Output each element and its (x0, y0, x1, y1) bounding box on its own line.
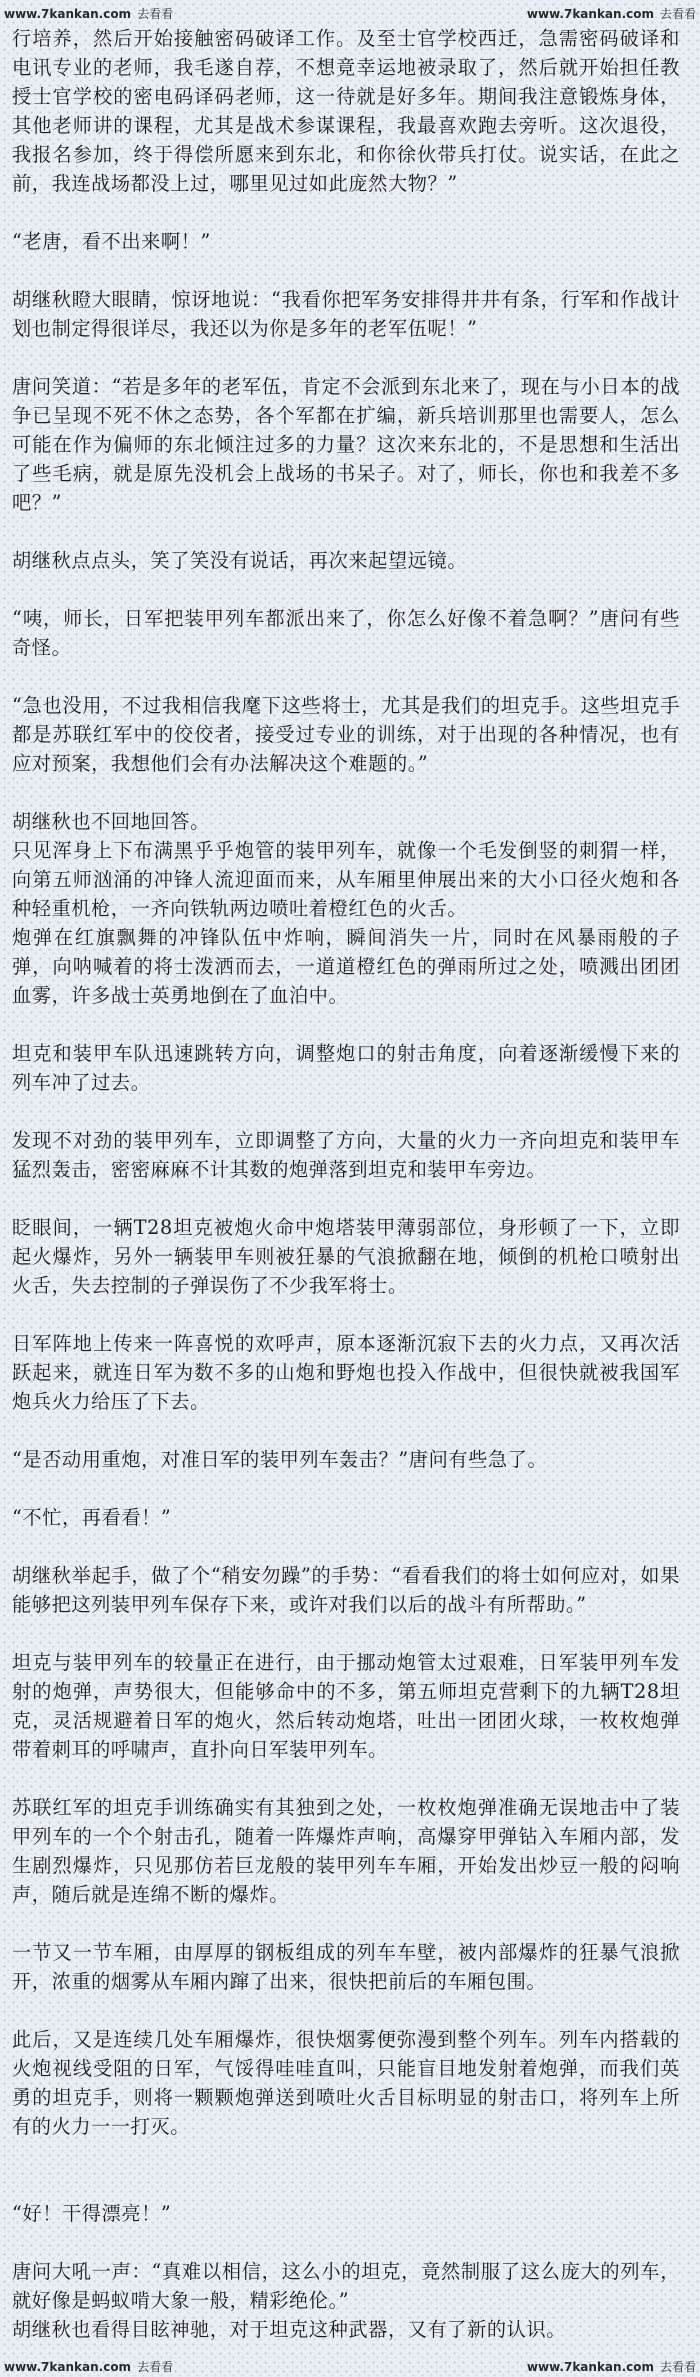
paragraph-10: 发现不对劲的装甲列车，立即调整了方向，大量的火力一齐向坦克和装甲车猛烈轰击，密密麻麻不计其数的炮弹落到坦克和装甲车旁边。 (12, 1129, 680, 1181)
watermark-label: 去看看 (659, 2360, 696, 2374)
watermark-site: www.7kankan.com (4, 7, 132, 21)
paragraph-12: 日军阵地上传来一阵喜悦的欢呼声，原本逐渐沉寂下去的火力点，又再次活跃起来，就连日军为数不多的山炮和野炮也投入作战中，但很快就被我国军炮兵火力给压了下去。 (12, 1332, 680, 1413)
watermark-bottom-right (527, 2358, 696, 2375)
paragraph-18: 一节又一节车厢，由厚厚的钢板组成的列车车壁，被内部爆炸的狂暴气浪掀开，浓重的烟雾从车厢内蹿了出来，很快把前后的车厢包围。 (12, 1941, 680, 1993)
paragraph-6: “咦，师长，日军把装甲列车都派出来了，你怎么好像不着急啊？”唐问有些奇怪。 (12, 607, 680, 659)
paragraph-16: 坦克与装甲列车的较量正在进行，由于挪动炮管太过艰难，日军装甲列车发射的炮弹，声势很大，但能够命中的不多，第五师坦克营剩下的九辆T28坦克，灵活规避着日军的炮火，然后转动炮塔，吐出一团团火球，一枚枚炮弹带着刺耳的呼啸声，直扑向日军装甲列车。 (12, 1651, 680, 1761)
paragraph-14: “不忙，再看看！” (12, 1506, 172, 1529)
paragraph-20: “好！干得漂亮！” (12, 2202, 172, 2225)
top-watermark-bar (0, 0, 700, 24)
paragraph-5: 胡继秋点点头，笑了笑没有说话，再次来起望远镜。 (12, 549, 468, 572)
watermark-bottom-left (4, 2358, 173, 2375)
paragraph-2: “老唐，看不出来啊！” (12, 230, 211, 253)
watermark-site: www.7kankan.com (4, 2360, 132, 2374)
watermark-top-left (4, 5, 173, 22)
paragraph-1: 行培养，然后开始接触密码破译工作。及至士官学校西迁，急需密码破译和电讯专业的老师，我毛遂自荐，不想竟幸运地被录取了，然后就开始担任教授士官学校的密电码译码老师，这一待就是好多年。期间我注意锻炼身体，其他老师讲的课程，尤其是战术参谋课程，我最喜欢跑去旁听。这次退役，我报名参加，终于得偿所愿来到东北，和你徐伙带兵打仗。说实话，在此之前，我连战场都没上过，哪里见过如此庞然大物？” (12, 27, 680, 195)
paragraph-3: 胡继秋瞪大眼睛，惊讶地说：“我看你把军务安排得井井有条，行军和作战计划也制定得很详尽，我还以为你是多年的老军伍呢！” (12, 288, 680, 340)
watermark-label: 去看看 (659, 7, 696, 21)
paragraph-13: “是否动用重炮，对准日军的装甲列车轰击？”唐问有些急了。 (12, 1448, 548, 1471)
paragraph-9: 坦克和装甲车队迅速跳转方向，调整炮口的射击角度，向着逐渐缓慢下来的列车冲了过去。 (12, 1042, 680, 1094)
paragraph-7: “急也没用，不过我相信我麾下这些将士，尤其是我们的坦克手。这些坦克手都是苏联红军中的佼佼者，接受过专业的训练，对于出现的各种情况，也有应对预案，我想他们会有办法解决这个难题的。” (12, 694, 680, 775)
paragraph-19: 此后，又是连续几处车厢爆炸，很快烟雾便弥漫到整个列车。列车内搭载的火炮视线受阻的日军，气馁得哇哇直叫，只能盲目地发射着炮弹，而我们英勇的坦克手，则将一颗颗炮弹送到喷吐火舌目标明显的射击口，将列车上所有的火力一一打灭。 (12, 2028, 680, 2138)
watermark-site: www.7kankan.com (526, 7, 654, 21)
paragraph-4: 唐问笑道：“若是多年的老军伍，肯定不会派到东北来了，现在与小日本的战争已呈现不死不休之态势，各个军都在扩编，新兵培训那里也需要人，怎么可能在作为偏师的东北倾注过多的力量？这次来东北的，不是思想和生活出了些毛病，就是原先没机会上战场的书呆子。对了，师长，你也和我差不多吧？” (12, 375, 680, 514)
bottom-watermark-bar (0, 2353, 700, 2377)
watermark-label: 去看看 (137, 7, 174, 21)
paragraph-8: 胡继秋也不回地回答。 只见浑身上下布满黑乎乎炮管的装甲列车，就像一个毛发倒竖的刺猬一样，向第五师汹涌的冲锋人流迎面而来，从车厢里伸展出来的大小口径火炮和各种轻重机枪，一齐向铁轨两边喷吐着橙红色的火舌。 炮弹在红旗飘舞的冲锋队伍中炸响，瞬间消失一片，同时在风暴雨般的子弹，向呐喊着的将士泼洒而去，一道道橙红色的弹雨所过之处，喷溅出团团血雾，许多战士英勇地倒在了血泊中。 (12, 810, 680, 1007)
watermark-top-right (527, 5, 696, 22)
paragraph-15: 胡继秋举起手，做了个“稍安勿躁”的手势：“看看我们的将士如何应对，如果能够把这列装甲列车保存下来，或许对我们以后的战斗有所帮助。” (12, 1564, 680, 1616)
paragraph-17: 苏联红军的坦克手训练确实有其独到之处，一枚枚炮弹准确无误地击中了装甲列车的一个个射击孔，随着一阵爆炸声响，高爆穿甲弹钻入车厢内部，发生剧烈爆炸，只见那仿若巨龙般的装甲列车车厢，开始发出炒豆一般的闷响声，随后就是连绵不断的爆炸。 (12, 1796, 680, 1906)
paragraph-21: 唐问大吼一声：“真难以相信，这么小的坦克，竟然制服了这么庞大的列车，就好像是蚂蚁啃大象一般，精彩绝伦。” 胡继秋也看得目眩神驰，对于坦克这种武器，又有了新的认识。 (12, 2260, 680, 2341)
paragraph-11: 眨眼间，一辆T28坦克被炮火命中炮塔装甲薄弱部位，身形顿了一下，立即起火爆炸，另外一辆装甲车则被狂暴的气浪掀翻在地，倾倒的机枪口喷射出火舌，失去控制的子弹误伤了不少我军将士。 (12, 1216, 680, 1297)
watermark-site: www.7kankan.com (526, 2360, 654, 2374)
watermark-label: 去看看 (137, 2360, 174, 2374)
novel-page-text (12, 24, 680, 2344)
